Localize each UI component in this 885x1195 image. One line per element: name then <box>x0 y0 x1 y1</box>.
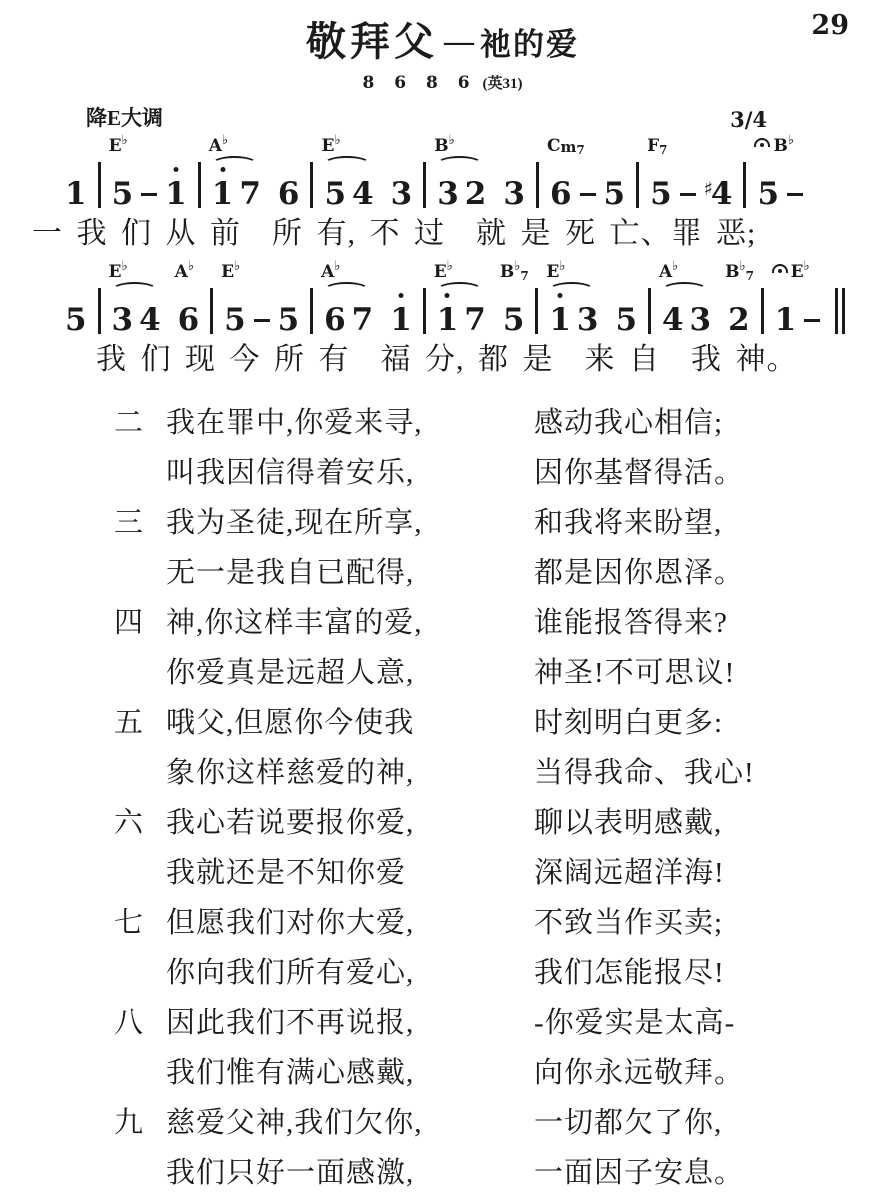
note-3: 3 <box>576 302 599 338</box>
fermata-icon <box>772 264 788 273</box>
note-5: 5 <box>277 302 300 338</box>
flat-icon: ♭ <box>514 259 521 274</box>
slur-group <box>321 259 376 338</box>
note-4: ♯4 <box>703 176 733 212</box>
flat-icon: ♭ <box>121 259 128 274</box>
verse-line: 象你这样慈爱的神, <box>166 757 415 789</box>
note-1: 1 <box>165 174 187 208</box>
chord-label: C m 7 <box>546 136 585 157</box>
slur-arc-icon <box>324 282 369 297</box>
verse-number: 四 <box>114 607 145 639</box>
slur-arc-icon <box>112 282 157 297</box>
barline <box>536 162 539 208</box>
flat-icon: ♭ <box>803 259 810 274</box>
note-4: 4 <box>139 302 161 338</box>
verse-line: 时刻明白更多: <box>534 707 724 739</box>
flat-icon: ♭ <box>559 259 566 274</box>
verse-number: 七 <box>114 907 145 939</box>
slur-arc-icon <box>212 156 257 171</box>
verse-number-spacer <box>114 548 166 598</box>
note-3: 3 <box>503 176 525 212</box>
verse-line: 但愿我们对你大爱, <box>166 907 415 939</box>
note-3: E ♭ 3 <box>108 259 134 338</box>
barline <box>636 162 639 208</box>
verse-line: -你爱实是太高- <box>534 1007 736 1039</box>
verse-number: 二 <box>114 407 145 439</box>
chord-label: E ♭ <box>772 263 810 281</box>
verse-line: 我们怎能报尽! <box>534 957 725 989</box>
duration-dash <box>140 174 158 208</box>
chord-label: A ♭ <box>208 133 229 156</box>
slur-group <box>208 133 264 212</box>
octave-dot <box>558 293 563 298</box>
barline <box>423 162 426 208</box>
note-6: 6 <box>277 176 300 212</box>
duration-dash <box>579 174 597 208</box>
note-5: F 7 5 <box>647 136 672 212</box>
verse-line: 神圣!不可思议! <box>534 657 736 689</box>
verse-line: 我们惟有满心感戴, <box>166 1057 415 1089</box>
meter-row <box>32 64 853 100</box>
note-5: 5 <box>603 176 626 212</box>
flat-icon: ♭ <box>446 259 453 274</box>
note-5: 5 <box>615 302 638 338</box>
notation-line-2 <box>62 259 853 338</box>
chord-label: E ♭ <box>321 133 341 156</box>
verse-number-spacer <box>114 648 166 698</box>
verse-line: 叫我因信得着安乐, <box>166 457 415 489</box>
barline <box>761 288 764 334</box>
verse-line: 神,你这样丰富的爱, <box>166 607 423 639</box>
barline <box>210 288 213 334</box>
barline <box>535 288 538 334</box>
verse-number-spacer <box>114 448 166 498</box>
flat-icon: ♭ <box>334 133 341 148</box>
note-1: 1 <box>390 300 412 334</box>
verse-line: 我就还是不知你爱 <box>166 857 407 889</box>
flat-icon: ♭ <box>672 259 679 274</box>
slur-arc-icon <box>549 282 594 297</box>
slur-group <box>108 259 164 338</box>
barline <box>98 288 101 334</box>
slur-group <box>321 133 376 212</box>
verse-line: 因你基督得活。 <box>534 457 745 489</box>
note-5: E ♭ 5 <box>221 259 246 338</box>
chord-label: B ♭ 7 <box>725 259 754 283</box>
note-7: 7 <box>464 302 486 338</box>
note-5: B ♭ 7 5 <box>499 259 529 338</box>
slur-group <box>434 133 489 212</box>
chord-label: A ♭ <box>174 259 194 282</box>
chord-label: E ♭ <box>221 259 241 282</box>
duration-dash <box>786 174 804 208</box>
slur-arc-icon <box>662 282 707 297</box>
page-number: 29 <box>811 10 849 41</box>
chord-label: B ♭ <box>754 137 794 155</box>
verse-line: 一切都欠了你, <box>534 1107 723 1139</box>
verse-number-spacer <box>114 1048 166 1098</box>
barline <box>310 162 313 208</box>
chord-label: E ♭ <box>108 133 128 156</box>
note-1: 1 <box>65 176 87 212</box>
verse-line: 感动我心相信; <box>534 407 724 439</box>
note-6: C m 7 6 <box>546 136 585 212</box>
verse-line: 你爱真是远超人意, <box>166 657 415 689</box>
fermata-icon <box>754 138 770 147</box>
barline <box>648 288 651 334</box>
note-3: B ♭ 3 <box>434 133 459 212</box>
verse-line: 无一是我自已配得, <box>166 557 415 589</box>
time-signature: 3/4 <box>730 107 767 132</box>
note-7: 7 <box>351 302 374 338</box>
octave-dot <box>445 293 450 298</box>
note-4: A ♭ 4 <box>658 259 684 338</box>
verse-number-spacer <box>114 748 166 798</box>
note-5: B ♭ 5 <box>757 174 779 208</box>
sharp-icon: ♯ <box>703 178 713 200</box>
refrain-lyric-line-1: 一 我 们 从 前 所 有, 不 过 就 是 死 亡、罪 恶; <box>32 217 757 250</box>
verse-number: 五 <box>114 707 145 739</box>
chord-label: E ♭ <box>546 259 566 282</box>
slur-arc-icon <box>437 282 482 297</box>
note-7: 7 <box>239 176 261 212</box>
barline <box>198 162 201 208</box>
verse-line: 我在罪中,你爱来寻, <box>166 407 423 439</box>
verse-line: 当得我命、我心! <box>534 757 755 789</box>
header <box>32 10 853 64</box>
verse-number-spacer <box>114 948 166 998</box>
slur-group <box>433 259 489 338</box>
duration-dash <box>253 300 271 334</box>
verse-line: 向你永远敬拜。 <box>534 1057 745 1089</box>
octave-dot <box>398 293 403 298</box>
verse-line: 深阔远超洋海! <box>534 857 725 889</box>
verse-line: 谁能报答得来? <box>534 607 728 639</box>
verse-line: 都是因你恩泽。 <box>534 557 745 589</box>
flat-icon: ♭ <box>334 259 341 274</box>
note-1: A ♭ 1 <box>208 133 234 212</box>
verse-line: 你向我们所有爱心, <box>166 957 415 989</box>
verse-line: 不致当作买卖; <box>534 907 724 939</box>
octave-dot <box>173 167 178 172</box>
title-dash: — <box>444 25 474 58</box>
verse-line: 哦父,但愿你今使我 <box>166 707 415 739</box>
verse-line: 我为圣徒,现在所享, <box>166 507 423 539</box>
verse-line: 因此我们不再说报, <box>166 1007 415 1039</box>
note-3: 3 <box>689 302 712 338</box>
flat-icon: ♭ <box>739 259 746 274</box>
final-double-barline <box>835 288 849 334</box>
slur-arc-icon <box>324 156 369 171</box>
octave-dot <box>220 167 225 172</box>
key-signature: 降E大调 <box>86 106 164 130</box>
note-1: E ♭ 1 <box>546 259 571 338</box>
hymn-subtitle: 祂的爱 <box>480 27 579 62</box>
note-1: E ♭ 1 <box>775 300 797 334</box>
barline <box>310 288 313 334</box>
note-4: 4 <box>352 176 374 212</box>
chord-label: F 7 <box>647 136 668 157</box>
verse-line: 我们只好一面感激, <box>166 1157 415 1189</box>
note-2: 2 <box>464 176 487 212</box>
flat-icon: ♭ <box>187 259 194 274</box>
note-5: 5 <box>65 302 87 338</box>
flat-icon: ♭ <box>234 259 241 274</box>
flat-icon: ♭ <box>121 133 128 148</box>
verse-number: 九 <box>114 1107 145 1139</box>
note-1: E ♭ 1 <box>433 259 459 338</box>
verse-number-spacer <box>114 848 166 898</box>
duration-dash <box>803 300 821 334</box>
refrain-lyric-line-2: 我 们 现 今 所 有 福 分, 都 是 来 自 我 神。 <box>96 343 798 376</box>
verse-line: 聊以表明感戴, <box>534 807 723 839</box>
note-5: E ♭ 5 <box>321 133 347 212</box>
chord-label: A ♭ <box>321 259 341 282</box>
flat-icon: ♭ <box>787 133 794 148</box>
verse-line: 慈爱父神,我们欠你, <box>166 1107 423 1139</box>
flat-icon: ♭ <box>221 133 229 148</box>
verse-line: 和我将来盼望, <box>534 507 723 539</box>
hymn-meter: 8 6 8 6 <box>362 73 477 93</box>
barline <box>423 288 426 334</box>
chord-label: B ♭ 7 <box>499 259 529 283</box>
chord-label: E ♭ <box>433 259 453 282</box>
hymn-title: 敬拜父 <box>306 19 438 64</box>
hymn-meter-reference: (英31) <box>482 76 523 92</box>
verse-number: 三 <box>114 507 145 539</box>
notation-line-1 <box>62 133 853 212</box>
chord-label: A ♭ <box>658 259 679 282</box>
verse-line: 我心若说要报你爱, <box>166 807 415 839</box>
slur-group <box>546 259 601 338</box>
verse-line: 一面因子安息。 <box>534 1157 745 1189</box>
barline <box>743 162 746 208</box>
note-6: A ♭ 6 <box>321 259 346 338</box>
key-time-row <box>32 100 853 132</box>
note-2: B ♭ 7 2 <box>725 259 754 338</box>
flat-icon: ♭ <box>448 133 455 148</box>
note-5: E ♭ 5 <box>108 133 134 212</box>
verse-number-spacer <box>114 1148 166 1195</box>
slur-group <box>658 259 714 338</box>
chord-label: E ♭ <box>108 259 128 282</box>
verse-number: 八 <box>114 1007 145 1039</box>
duration-dash <box>679 174 697 208</box>
verse-number: 六 <box>114 807 145 839</box>
barline <box>98 162 101 208</box>
verses <box>114 398 853 1195</box>
chord-label: B ♭ <box>434 133 455 156</box>
slur-arc-icon <box>437 156 482 171</box>
note-3: 3 <box>390 176 413 212</box>
note-6: A ♭ 6 <box>174 259 200 338</box>
